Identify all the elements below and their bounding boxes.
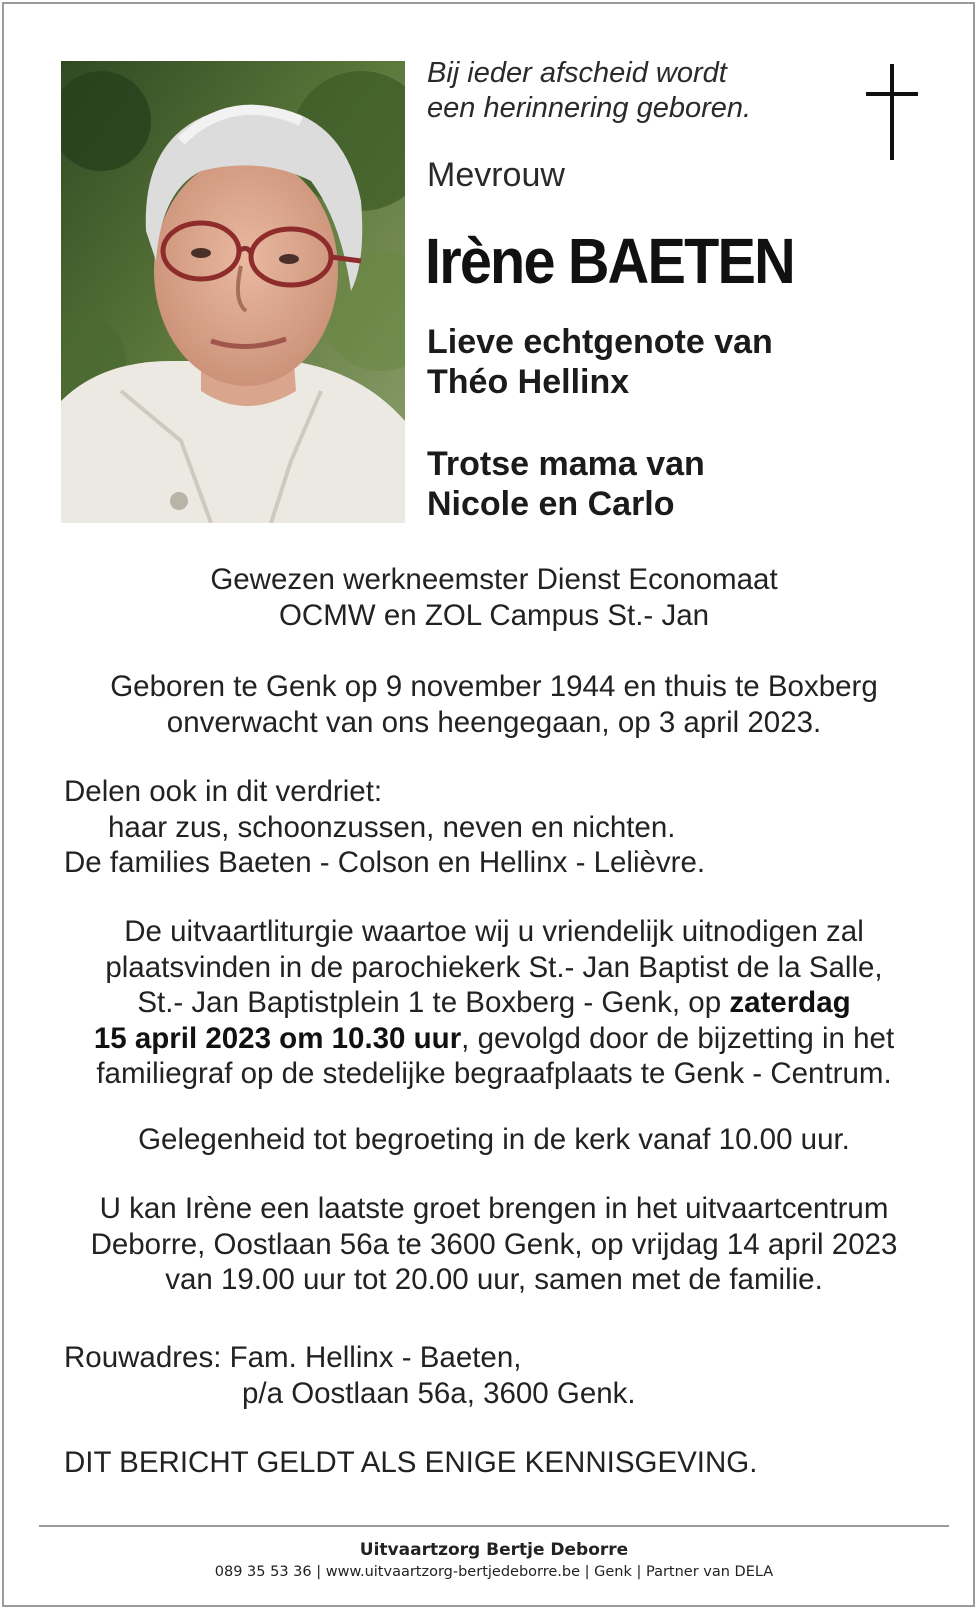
liturgy-text: St.- Jan Baptistplein 1 te Boxberg - Genk, op [137,986,730,1019]
children-line: Nicole en Carlo [427,485,675,523]
cross-icon [866,64,918,160]
occupation-line: OCMW en ZOL Campus St.- Jan [278,598,710,632]
birth-death-line: onverwacht van ons heengegaan, op 3 april 2023. [166,705,822,739]
liturgy-day: zaterdag [729,986,851,1019]
quote-line: Bij ieder afscheid wordt [427,57,727,89]
notice-line: DIT BERICHT GELDT ALS ENIGE KENNISGEVING. [64,1446,758,1479]
liturgy-line: plaatsvinden in de parochiekerk St.- Jan Baptist de la Salle, [105,950,883,984]
quote [427,56,847,126]
liturgy-line [44,985,944,1021]
children-line: Trotse mama van [427,445,705,483]
address-line: p/a Oostlaan 56a, 3600 Genk. [242,1376,636,1410]
mourners-line: haar zus, schoonzussen, neven en nichten. [108,810,676,844]
spouse-line: Théo Hellinx [427,363,630,401]
salutation: Mevrouw [427,156,565,194]
condolence-line: Gelegenheid tot begroeting in de kerk vanaf 10.00 uur. [138,1123,850,1156]
farewell-block [44,1191,944,1298]
birth-death-line: Geboren te Genk op 9 november 1944 en thuis te Boxberg [110,670,878,703]
liturgy-line: familiegraf op de stedelijke begraafplaats te Genk - Centrum. [96,1057,892,1090]
farewell-line: van 19.00 uur tot 20.00 uur, samen met de familie. [165,1263,823,1296]
footer-info: 089 35 53 36 | www.uitvaartzorg-bertjedeborre.be | Genk | Partner van DELA [214,1564,774,1580]
address-line: Rouwadres: Fam. Hellinx - Baeten, [64,1341,522,1374]
birth-death-block [44,669,944,740]
liturgy-datetime: 15 april 2023 om 10.30 uur [93,1021,462,1055]
liturgy-line [44,1021,944,1057]
liturgy-text: , gevolgd door de bijzetting in het [461,1021,895,1055]
mourners-line: De families Baeten - Colson en Hellinx - Lelièvre. [64,846,706,879]
liturgy-block [44,914,944,1092]
address-block [64,1340,636,1411]
spouse-block [427,322,773,402]
quote-line: een herinnering geboren. [427,92,752,124]
farewell-line: Deborre, Oostlaan 56a te 3600 Genk, op vrijdag 14 april 2023 [90,1227,898,1261]
mourners-line: Delen ook in dit verdriet: [64,775,383,808]
portrait-photo [61,61,405,523]
portrait-illustration [61,61,405,523]
spouse-line: Lieve echtgenote van [427,323,773,361]
deceased-name: Irène BAETEN [425,225,794,297]
footer-company: Uitvaartzorg Bertje Deborre [359,1540,629,1560]
occupation-line: Gewezen werkneemster Dienst Economaat [210,563,778,596]
farewell-line: U kan Irène een laatste groet brengen in het uitvaartcentrum [99,1192,889,1225]
children-block [427,444,705,524]
mourners-block [64,774,705,881]
footer-divider [39,1525,949,1527]
occupation-block [44,562,944,633]
liturgy-line: De uitvaartliturgie waartoe wij u vriendelijk uitnodigen zal [124,915,864,948]
obituary-card [2,2,975,1607]
